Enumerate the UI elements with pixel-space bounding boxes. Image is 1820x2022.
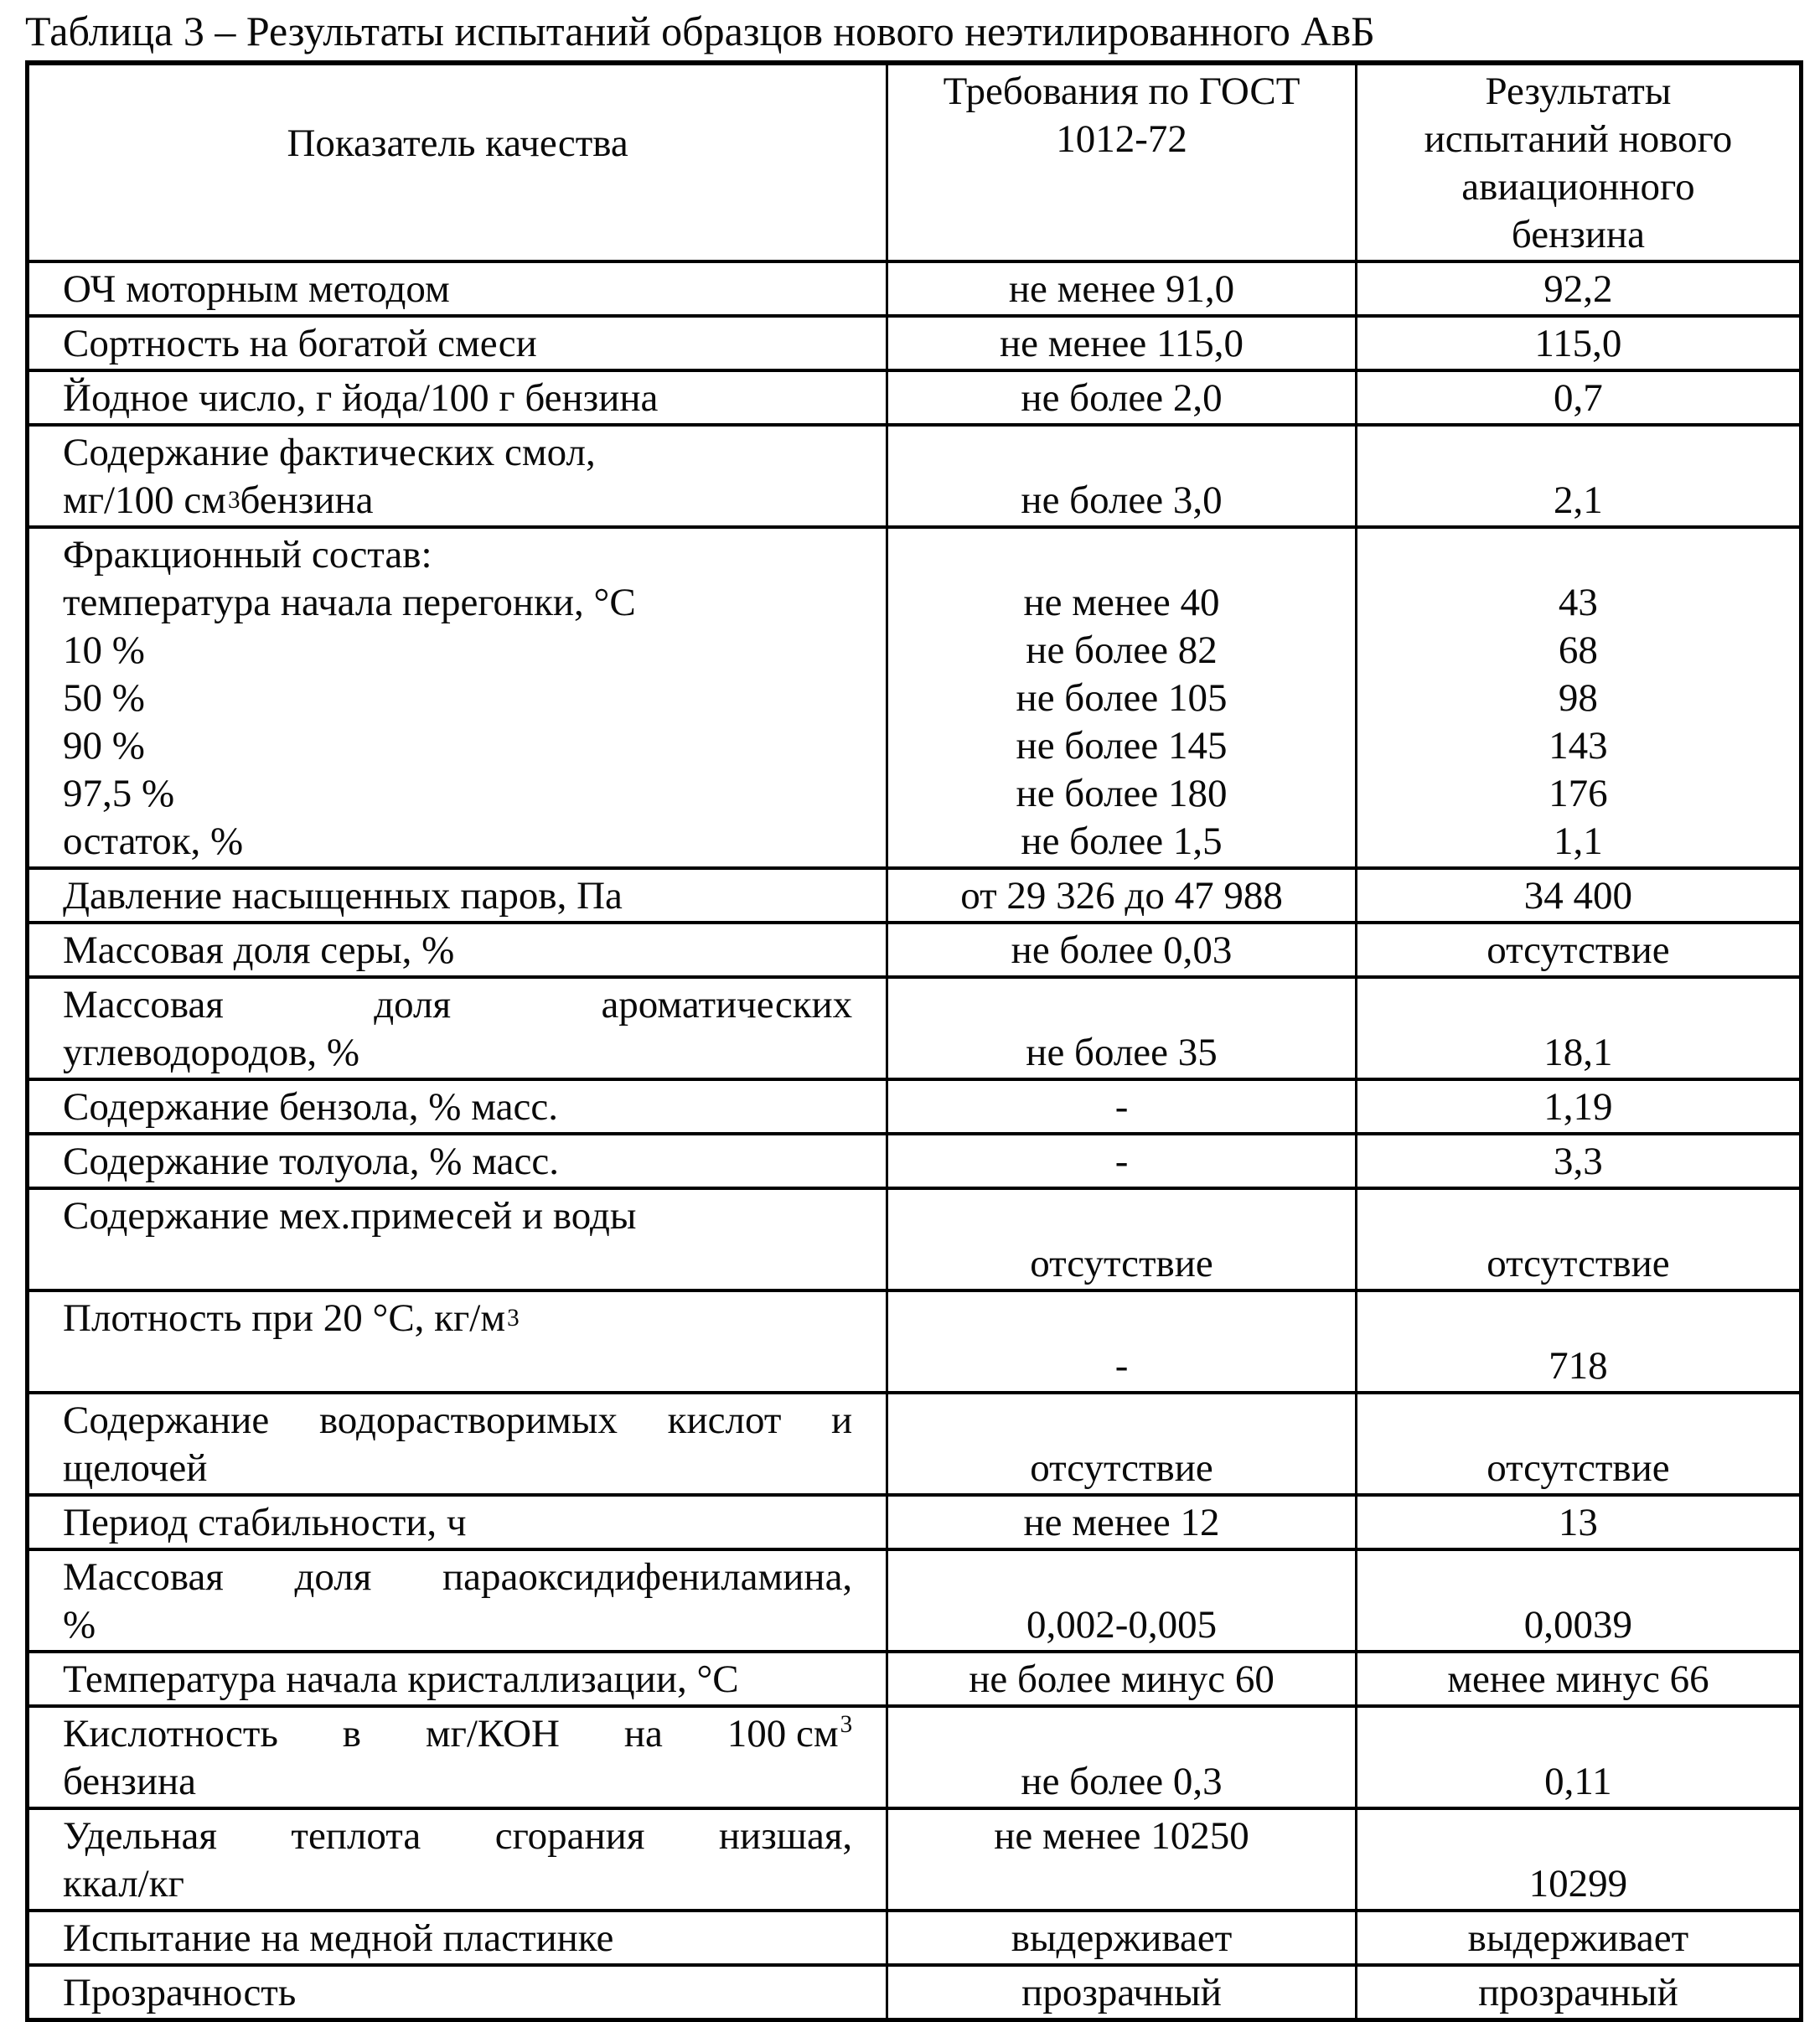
cell-line: не более 82 [1026,628,1218,672]
header-test-results [1355,65,1799,260]
table-row [29,369,1799,423]
cell-line: не более 145 [1016,723,1228,768]
cell-line: - [1114,1084,1129,1129]
cell-test-result [1355,1135,1799,1187]
word: параоксидифениламина, [442,1554,853,1599]
cell-indicator [29,1967,886,2018]
cell-test-result [1355,924,1799,975]
cell-indicator [29,1394,886,1493]
cell-indicator [29,529,886,866]
cell-line [29,1396,886,1444]
cell-test-result [1355,529,1799,866]
cell-line: не более 35 [1026,1030,1218,1074]
cell-line: - [1114,1343,1129,1388]
cell-gost-requirement [886,1394,1355,1493]
word: 100 $см^3$ [726,1710,853,1756]
word: водорастворимых [318,1398,618,1442]
cell-line: Период стабильности, ч [63,1500,467,1544]
cell-line: от 29 326 до 47 988 [960,873,1283,918]
cell-line: 68 [1558,628,1598,672]
word: Массовая [63,1554,224,1599]
cell-test-result [1355,263,1799,314]
cell-line: Содержание бензола, % масс. [63,1084,558,1129]
cell-line: отсутствие [1487,928,1670,972]
cell-line [888,1709,1355,1757]
cell-line [1357,428,1799,476]
cell-line: отсутствие [1487,1241,1670,1285]
cell-gost-requirement [886,1292,1355,1391]
table-row [29,1078,1799,1132]
cell-line [29,1812,886,1859]
cell-gost-requirement [886,1653,1355,1704]
table-row [29,975,1799,1078]
cell-gost-requirement [886,924,1355,975]
cell-line: менее минус 66 [1447,1657,1709,1701]
cell-line: Массовая доля серы, % [63,928,455,972]
cell-gost-requirement [886,427,1355,525]
cell-line: выдерживает [1467,1916,1689,1960]
cell-line: Давление насыщенных паров, Па [63,873,623,918]
table-row [29,1704,1799,1807]
cell-test-result [1355,1810,1799,1909]
cell-test-result [1355,1081,1799,1132]
table-row [29,423,1799,525]
table-row [29,1963,1799,2018]
cell-line: не менее 115,0 [1000,321,1244,365]
cell-line: Испытание на медной пластинке [63,1916,614,1960]
cell-line [888,1294,1355,1342]
cell-line [888,1396,1355,1444]
cell-line [1357,530,1799,578]
word: кислот [667,1398,782,1442]
table-header-row [29,65,1799,260]
cell-line: 97,5 % [63,771,175,815]
cell-test-result [1355,1394,1799,1493]
header-line: авиационного [1461,164,1695,209]
cell-line [1357,1553,1799,1601]
table-row [29,921,1799,975]
table-row [29,1132,1799,1187]
cell-line: бензина [63,1759,197,1803]
word: в [342,1711,361,1756]
word: низшая, [718,1813,853,1858]
cell-line [29,1239,886,1287]
cell-line: не более 0,3 [1021,1759,1223,1803]
word: Удельная [63,1813,217,1858]
table-row [29,260,1799,314]
cell-line [29,1553,886,1601]
cell-line: не более 0,03 [1011,928,1233,972]
cell-gost-requirement [886,263,1355,314]
cell-line [888,428,1355,476]
cell-line: % [63,1602,96,1647]
cell-gost-requirement [886,1135,1355,1187]
table-row [29,1807,1799,1909]
header-line: Требования по ГОСТ [943,69,1300,113]
cell-line: Фракционный состав: [63,532,432,577]
cell-line [1357,1294,1799,1342]
cell-line: 13 [1558,1500,1598,1544]
cell-line: не более минус 60 [969,1657,1275,1701]
table-row [29,1650,1799,1704]
word: сгорания [494,1813,645,1858]
cell-line: ОЧ моторным методом [63,266,450,311]
table-row [29,1548,1799,1650]
cell-test-result [1355,979,1799,1078]
cell-test-result [1355,1967,1799,2018]
cell-line: Температура начала кристаллизации, °С [63,1657,739,1701]
cell-line [29,1342,886,1389]
cell-line [29,980,886,1028]
cell-indicator [29,427,886,525]
cell-line [888,980,1355,1028]
cell-indicator [29,979,886,1078]
header-line: 1012-72 [1056,116,1187,161]
header-gost-requirements [886,65,1355,260]
word: доля [374,982,452,1027]
cell-indicator [29,1190,886,1289]
cell-line: температура начала перегонки, °С [63,580,636,624]
cell-line: 43 [1558,580,1598,624]
cell-line: не более 105 [1016,675,1228,720]
cell-test-result [1355,1292,1799,1391]
cell-line: не менее 10250 [994,1813,1249,1858]
cell-line [888,1192,1355,1239]
cell-gost-requirement [886,1912,1355,1963]
cell-indicator [29,1708,886,1807]
table-row [29,1391,1799,1493]
table-row [29,1493,1799,1548]
cell-indicator [29,1912,886,1963]
cell-line [888,1553,1355,1601]
cell-test-result [1355,318,1799,369]
cell-gost-requirement [886,1190,1355,1289]
cell-line [1357,980,1799,1028]
cell-line: не более 3,0 [1021,478,1223,522]
cell-indicator [29,1497,886,1548]
cell-line: прозрачный [1021,1970,1222,2014]
cell-line: 2,1 [1554,478,1603,522]
cell-indicator [29,372,886,423]
word: Массовая [63,982,224,1027]
cell-line: отсутствие [1487,1445,1670,1490]
cell-gost-requirement [886,1810,1355,1909]
cell-indicator [29,924,886,975]
cell-line: 3,3 [1554,1139,1603,1183]
cell-line: 0,11 [1544,1759,1612,1803]
cell-line: 90 % [63,723,145,768]
cell-line: Содержание толуола, % масс. [63,1139,559,1183]
cell-line: Содержание фактических смол, [63,430,596,474]
cell-gost-requirement [886,529,1355,866]
cell-line [1357,1192,1799,1239]
cell-line [888,530,1355,578]
cell-line: углеводородов, % [63,1030,360,1074]
cell-gost-requirement [886,979,1355,1078]
cell-line: 34 400 [1523,873,1633,918]
cell-line: ккал/кг [63,1861,184,1906]
cell-indicator [29,1810,886,1909]
table-row [29,1909,1799,1963]
cell-line: 18,1 [1543,1030,1613,1074]
cell-gost-requirement [886,870,1355,921]
cell-line [1357,1396,1799,1444]
cell-line: Прозрачность [63,1970,297,2014]
cell-line: 718 [1549,1343,1608,1388]
cell-line [29,1709,886,1757]
cell-test-result [1355,1912,1799,1963]
cell-test-result [1355,870,1799,921]
cell-line: 115,0 [1534,321,1622,365]
cell-line: Йодное число, г йода/100 г бензина [63,375,659,420]
word: Кислотность [63,1711,278,1756]
cell-line: не более 2,0 [1021,375,1223,420]
cell-line: 10 % [63,628,145,672]
cell-indicator [29,1292,886,1391]
cell-line: мг/100 см 3 бензина [63,478,374,522]
word: и [831,1398,853,1442]
cell-indicator [29,1653,886,1704]
scanned-document-page [0,7,1820,2014]
cell-line: не менее 40 [1023,580,1220,624]
cell-gost-requirement [886,372,1355,423]
cell-line: прозрачный [1478,1970,1678,2014]
cell-line: 10299 [1528,1861,1628,1906]
cell-line: не менее 91,0 [1008,266,1235,311]
cell-line: 0,7 [1554,375,1603,420]
cell-test-result [1355,372,1799,423]
cell-gost-requirement [886,318,1355,369]
table-row [29,1187,1799,1289]
cell-test-result [1355,1551,1799,1650]
cell-gost-requirement [886,1967,1355,2018]
cell-indicator [29,1135,886,1187]
cell-gost-requirement [886,1081,1355,1132]
header-quality-indicator-label: Показатель качества [287,122,628,165]
table-row [29,866,1799,921]
cell-test-result [1355,1653,1799,1704]
cell-indicator [29,870,886,921]
cell-line: 176 [1549,771,1608,815]
cell-line [1357,1709,1799,1757]
cell-line [888,1859,1355,1907]
cell-indicator [29,1081,886,1132]
word: теплота [291,1813,421,1858]
cell-line: не более 1,5 [1021,819,1223,863]
cell-gost-requirement [886,1497,1355,1548]
cell-line: 98 [1558,675,1598,720]
table-row [29,314,1799,369]
cell-indicator [29,1551,886,1650]
word: доля [294,1554,372,1599]
word: ароматических [601,982,853,1027]
cell-test-result [1355,427,1799,525]
results-table [25,60,1803,2022]
cell-indicator [29,318,886,369]
cell-line: - [1114,1139,1129,1183]
header-line: бензина [1511,212,1645,256]
cell-line: 0,002-0,005 [1026,1602,1218,1647]
cell-indicator [29,263,886,314]
cell-line: 143 [1549,723,1608,768]
table-row [29,525,1799,866]
cell-line: не менее 12 [1023,1500,1220,1544]
header-quality-indicator [29,65,886,260]
cell-line: Сортность на богатой смеси [63,321,537,365]
header-line: Результаты [1485,69,1672,113]
cell-test-result [1355,1190,1799,1289]
cell-line: 1,1 [1554,819,1603,863]
cell-test-result [1355,1708,1799,1807]
word: мг/КОН [425,1711,560,1756]
cell-gost-requirement [886,1551,1355,1650]
table-row [29,1289,1799,1391]
cell-line: остаток, % [63,819,244,863]
word: Содержание [63,1398,270,1442]
cell-test-result [1355,1497,1799,1548]
cell-line: 92,2 [1543,266,1613,311]
cell-gost-requirement [886,1708,1355,1807]
cell-line: отсутствие [1030,1241,1213,1285]
cell-line: отсутствие [1030,1445,1213,1490]
cell-line: 1,19 [1543,1084,1613,1129]
word: на [623,1711,663,1756]
cell-line: Содержание мех.примесей и воды [63,1193,637,1238]
cell-line: Плотность при 20 °С, кг/м 3 [63,1295,520,1340]
cell-line: 50 % [63,675,145,720]
header-line: испытаний нового [1424,116,1733,161]
cell-line: выдерживает [1011,1916,1233,1960]
cell-line: не более 180 [1016,771,1228,815]
cell-line [1357,1812,1799,1859]
cell-line: 0,0039 [1523,1602,1633,1647]
cell-line: щелочей [63,1445,208,1490]
table-title: Таблица 3 – Результаты испытаний образцов нового неэтилированного АвБ [25,8,1375,54]
